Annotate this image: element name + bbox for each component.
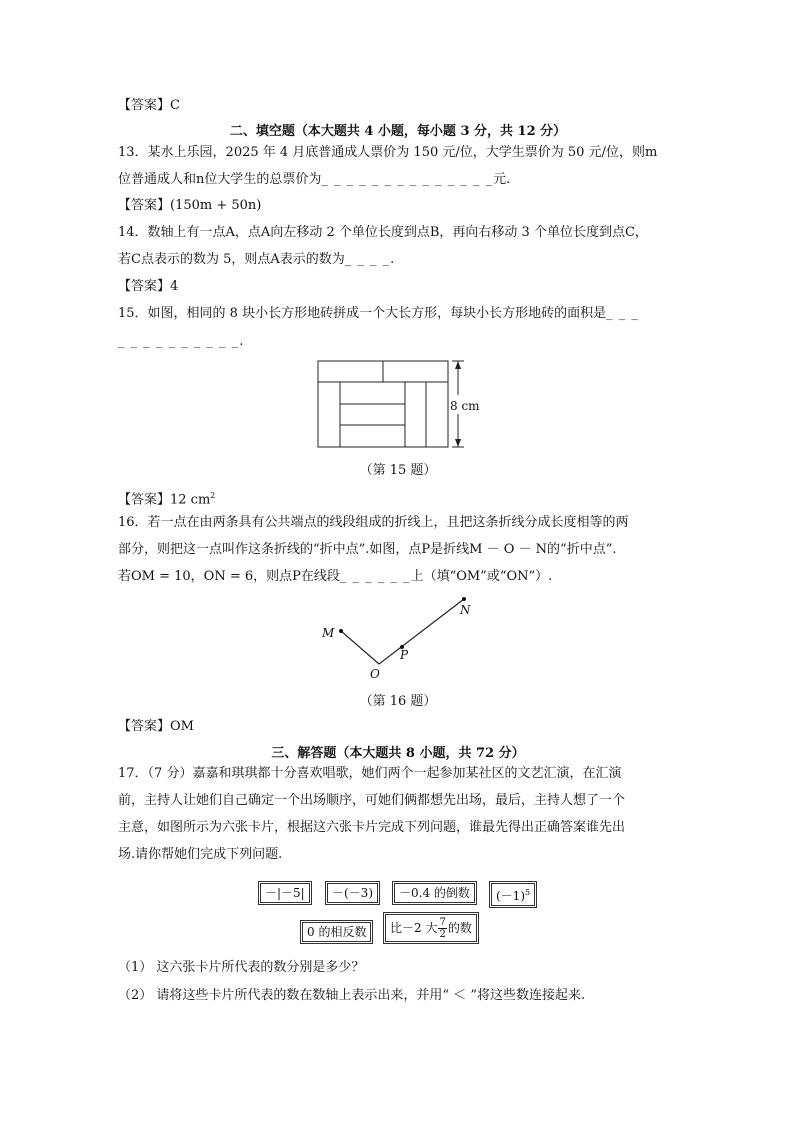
q15-figure — [310, 356, 490, 452]
card-greater-than — [383, 912, 479, 944]
q16-text: 若OM = 10，ON = 6，则点P在线段 — [118, 569, 340, 584]
card-power — [489, 881, 537, 908]
section-solve-title: 三、解答题（本大题共 8 小题，共 72 分） — [271, 746, 525, 761]
q16-line2: 部分，则把这一点叫作这条折线的“折中点”.如图，点P是折线M － O － N的“折中点”. — [118, 542, 617, 557]
fraction — [438, 917, 446, 940]
q13-blank: _ _ _ _ _ _ _ _ _ _ _ _ _ _ — [321, 172, 494, 187]
q15-blank-b: _ _ _ _ _ _ _ _ _ _ — [118, 334, 240, 349]
segment-on — [379, 599, 464, 664]
q13-end: 元. — [493, 172, 511, 187]
card-text — [491, 883, 535, 906]
q17-line3: 主意，如图所示为六张卡片，根据这六张卡片完成下列问题，谁最先得出正确答案谁先出 — [118, 820, 626, 835]
q15-caption: （第 15 题） — [359, 463, 437, 478]
q16-line1: 16．若一点在由两条具有公共端点的线段组成的折线上，且把这条折线分成长度相等的两 — [118, 515, 629, 530]
q15-line1 — [118, 304, 678, 324]
q14-end: . — [390, 252, 395, 267]
q15-text: 15．如图，相同的 8 块小长方形地砖拼成一个大长方形，每块小长方形地砖的面积是 — [118, 306, 607, 321]
q17-line4: 场.请你帮她们完成下列问题. — [118, 847, 283, 862]
fraction-denominator: 2 — [439, 929, 446, 940]
arrow-down-icon — [455, 439, 461, 447]
card-text: －|－5| — [260, 883, 310, 903]
point-m — [339, 629, 343, 633]
answer-q15 — [118, 486, 678, 510]
q15-blank-a: _ _ _ — [606, 306, 639, 321]
q16-caption: （第 16 题） — [359, 694, 437, 709]
q17-line1: 17．（7 分）嘉嘉和琪琪都十分喜欢唱歌，她们两个一起参加某社区的文艺汇演，在汇演 — [118, 766, 622, 781]
card-text: 0 的相反数 — [302, 922, 371, 942]
answer-q13: 【答案】(150m + 50n) — [118, 198, 262, 213]
q14-blank: _ _ _ _ — [344, 252, 391, 267]
dimension-label: 8 cm — [450, 399, 480, 413]
q17-sub2: （2） 请将这些卡片所代表的数在数轴上表示出来，并用“ ＜ ”将这些数连接起来. — [118, 988, 586, 1003]
card-text — [385, 914, 477, 942]
q17-sub1: （1） 这六张卡片所代表的数分别是多少？ — [118, 960, 365, 975]
q14-text: 若C点表示的数为 5，则点A表示的数为 — [118, 252, 345, 267]
label-o: O — [370, 667, 380, 681]
card-suffix: 的数 — [447, 921, 472, 935]
card-opposite-of-zero — [300, 920, 373, 944]
power-base: (－1) — [496, 889, 525, 903]
label-m: M — [322, 626, 335, 640]
card-prefix: 比－2 大 — [390, 921, 438, 935]
segment-om — [341, 631, 379, 664]
fraction-numerator: 7 — [439, 917, 446, 928]
answer-q14: 【答案】4 — [118, 279, 179, 294]
answer-q12: 【答案】C — [118, 98, 180, 113]
q13-text: 位普通成人和n位大学生的总票价为 — [118, 172, 322, 187]
arrow-up-icon — [455, 361, 461, 369]
card-text: －(－3) — [327, 883, 378, 903]
q14-line2 — [118, 250, 678, 270]
label-p: P — [400, 648, 409, 662]
card-reciprocal — [392, 881, 477, 905]
q17-line2: 前，主持人让她们自己确定一个出场顺序，可她们俩都想先出场，最后，主持人想了一个 — [118, 793, 626, 808]
q16-figure — [310, 592, 490, 684]
section-fill-in-title: 二、填空题（本大题共 4 小题，每小题 3 分，共 12 分） — [229, 124, 567, 139]
q16-end: 上（填“OM”或“ON”）. — [410, 569, 553, 584]
answer-q15-text: 【答案】12 cm — [118, 492, 211, 508]
label-n: N — [460, 603, 471, 617]
q14-line1: 14．数轴上有一点A，点A向左移动 2 个单位长度到点B，再向右移动 3 个单位长度到点C， — [118, 225, 648, 240]
card-text: －0.4 的倒数 — [394, 883, 475, 903]
q16-line3 — [118, 567, 678, 587]
answer-q15-sup: 2 — [210, 491, 216, 500]
point-n — [462, 597, 466, 601]
q13-line1: 13．某水上乐园，2025 年 4 月底普通成人票价为 150 元/位，大学生票价为 50 元/位，则m — [118, 145, 658, 160]
q13-line2 — [118, 170, 678, 190]
card-neg-neg3 — [325, 881, 380, 905]
answer-q16: 【答案】OM — [118, 719, 194, 734]
power-exponent: 5 — [525, 888, 531, 897]
q15-end: . — [239, 334, 244, 349]
q16-blank: _ _ _ _ _ _ — [339, 569, 411, 584]
q15-line2 — [118, 332, 678, 352]
card-neg-abs-neg5 — [258, 881, 312, 905]
